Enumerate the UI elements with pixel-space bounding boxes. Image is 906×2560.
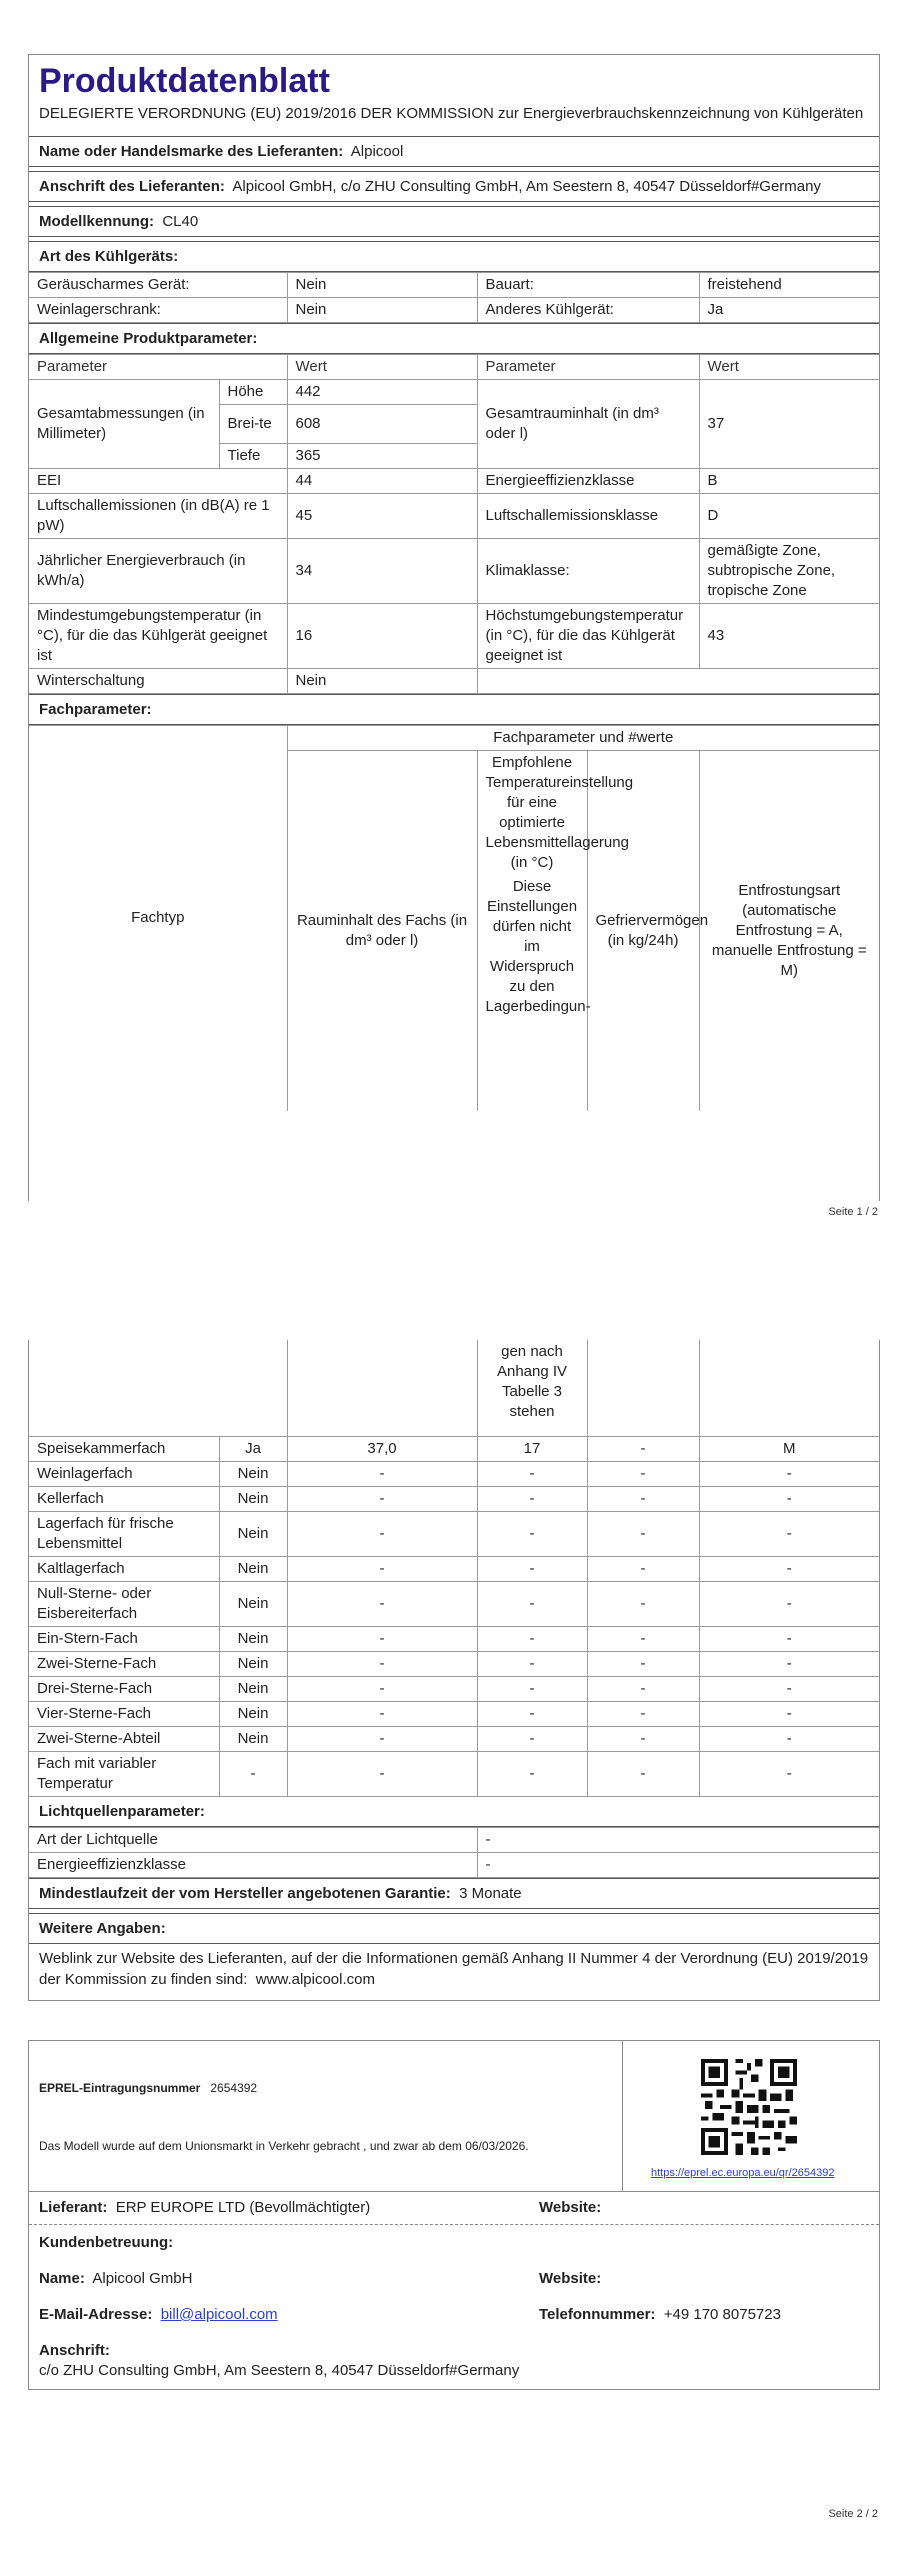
datasheet-page-2 bbox=[28, 1340, 880, 2001]
page-number-2: Seite 2 / 2 bbox=[828, 2508, 878, 2520]
min-temp-label: Mindestumgebungstemperatur (in °C), für die das Kühlgerät geeignet ist bbox=[29, 604, 287, 669]
compartment-defrost: - bbox=[699, 1701, 879, 1726]
compartment-row bbox=[29, 1511, 879, 1556]
compartment-present: Nein bbox=[219, 1676, 287, 1701]
contact-phone-label: Telefonnummer: bbox=[539, 2306, 656, 2323]
compartment-name: Ein-Stern-Fach bbox=[29, 1626, 219, 1651]
value-header-2: Wert bbox=[699, 355, 879, 380]
contact-supplier-label: Lieferant: bbox=[39, 2199, 108, 2216]
volume-value: 37 bbox=[699, 380, 879, 469]
compartment-row bbox=[29, 1726, 879, 1751]
compartment-name: Zwei-Sterne-Abteil bbox=[29, 1726, 219, 1751]
compartment-defrost: - bbox=[699, 1726, 879, 1751]
compartment-temp: - bbox=[477, 1556, 587, 1581]
compartment-freeze: - bbox=[587, 1651, 699, 1676]
compartment-name: Vier-Sterne-Fach bbox=[29, 1701, 219, 1726]
compartment-freeze: - bbox=[587, 1556, 699, 1581]
warranty-label: Mindestlaufzeit der vom Hersteller angebotenen Garantie: bbox=[39, 1884, 451, 1902]
page-title: Produktdatenblatt bbox=[39, 62, 330, 100]
light-type-label: Art der Lichtquelle bbox=[29, 1827, 477, 1852]
compartment-name: Kaltlagerfach bbox=[29, 1556, 219, 1581]
type-label: Art des Kühlgeräts: bbox=[39, 248, 179, 265]
compartment-volume: - bbox=[287, 1651, 477, 1676]
compartment-table bbox=[29, 1340, 879, 1797]
eprel-label: EPREL-Eintragungsnummer bbox=[39, 2081, 201, 2095]
compartment-volume: - bbox=[287, 1751, 477, 1796]
eprel-qr-link[interactable]: https://eprel.ec.europa.eu/qr/2654392 bbox=[651, 2167, 835, 2179]
contact-name-row bbox=[29, 2259, 879, 2295]
compartment-volume: - bbox=[287, 1626, 477, 1651]
annual-energy-label: Jährlicher Energieverbrauch (in kWh/a) bbox=[29, 539, 287, 604]
address-row bbox=[29, 171, 879, 202]
energy-class-label: Energieeffizienzklasse bbox=[477, 469, 699, 494]
header-continuation-left bbox=[29, 1340, 287, 1436]
compartment-row bbox=[29, 1701, 879, 1726]
light-label: Lichtquellenparameter: bbox=[39, 1802, 205, 1820]
compartment-freeze: - bbox=[587, 1486, 699, 1511]
compartment-temp: - bbox=[477, 1511, 587, 1556]
compartment-freeze: - bbox=[587, 1676, 699, 1701]
compartment-name: Zwei-Sterne-Fach bbox=[29, 1651, 219, 1676]
compartment-name: Fach mit variabler Temperatur bbox=[29, 1751, 219, 1796]
market-text: Das Modell wurde auf dem Unionsmarkt in Verkehr gebracht , und zwar ab dem 06/03/2026. bbox=[39, 2139, 529, 2153]
compartment-row bbox=[29, 1486, 879, 1511]
compartment-row bbox=[29, 1461, 879, 1486]
compartment-volume: - bbox=[287, 1726, 477, 1751]
light-class-label: Energieeffizienzklasse bbox=[29, 1852, 477, 1877]
compartment-present: - bbox=[219, 1751, 287, 1796]
compartment-temp: - bbox=[477, 1751, 587, 1796]
warranty-row bbox=[29, 1878, 879, 1909]
volume-label: Gesamtrauminhalt (in dm³ oder l) bbox=[477, 380, 699, 469]
compartment-present: Nein bbox=[219, 1511, 287, 1556]
compartment-name: Speisekammerfach bbox=[29, 1436, 219, 1461]
compartment-row bbox=[29, 1676, 879, 1701]
empty-cell bbox=[477, 669, 879, 694]
compartment-present: Nein bbox=[219, 1701, 287, 1726]
param-header-2: Parameter bbox=[477, 355, 699, 380]
compartment-defrost: - bbox=[699, 1486, 879, 1511]
depth-value: 365 bbox=[287, 444, 477, 469]
compartment-volume: - bbox=[287, 1486, 477, 1511]
address-value: Alpicool GmbH, c/o ZHU Consulting GmbH, Am Seestern 8, 40547 Düsseldorf#Germany bbox=[232, 178, 821, 195]
compartment-volume: - bbox=[287, 1581, 477, 1626]
type-section-heading bbox=[29, 241, 879, 272]
contact-supplier-value: ERP EUROPE LTD (Bevollmächtigter) bbox=[115, 2199, 371, 2216]
col-defrost-header: Entfrostungsart (automatische Entfrostung = A, manuelle Entfrostung = M) bbox=[699, 751, 879, 1111]
header-continuation-defrost bbox=[699, 1340, 879, 1436]
model-value: CL40 bbox=[162, 213, 199, 230]
col-temp-continuation: gen nach Anhang IV Tabelle 3 stehen bbox=[477, 1340, 587, 1436]
eprel-box bbox=[28, 2040, 880, 2390]
compartment-name: Drei-Sterne-Fach bbox=[29, 1676, 219, 1701]
compartment-present: Nein bbox=[219, 1556, 287, 1581]
contact-website2-label: Website: bbox=[539, 2270, 602, 2287]
datasheet-page-1 bbox=[28, 54, 880, 1201]
eei-label: EEI bbox=[29, 469, 287, 494]
compartment-volume: - bbox=[287, 1676, 477, 1701]
other-appliance-label: Anderes Kühlgerät: bbox=[477, 298, 699, 323]
compartment-present: Nein bbox=[219, 1651, 287, 1676]
address-label: Anschrift des Lieferanten: bbox=[39, 178, 225, 195]
contact-address-row bbox=[29, 2361, 879, 2389]
contact-address-label: Anschrift: bbox=[39, 2342, 110, 2359]
param-header: Parameter bbox=[29, 355, 287, 380]
eprel-header bbox=[29, 2041, 879, 2192]
compartment-volume: - bbox=[287, 1511, 477, 1556]
noise-value: 45 bbox=[287, 494, 477, 539]
compartment-temp: - bbox=[477, 1626, 587, 1651]
eprel-info bbox=[29, 2041, 623, 2191]
col-volume-header: Rauminhalt des Fachs (in dm³ oder l) bbox=[287, 751, 477, 1111]
compartment-volume: 37,0 bbox=[287, 1436, 477, 1461]
eprel-number: 2654392 bbox=[210, 2081, 258, 2095]
qr-code-icon[interactable] bbox=[701, 2059, 797, 2155]
model-label: Modellkennung: bbox=[39, 213, 154, 230]
compartment-freeze: - bbox=[587, 1626, 699, 1651]
compartment-defrost: - bbox=[699, 1651, 879, 1676]
noise-label: Luftschallemissionen (in dB(A) re 1 pW) bbox=[29, 494, 287, 539]
further-info bbox=[29, 1944, 879, 2000]
contact-email-label: E-Mail-Adresse: bbox=[39, 2306, 153, 2323]
further-text: Weblink zur Website des Lieferanten, auf der die Informationen gemäß Anhang II Nummer 4 der Verordnung (EU) 2019/2019 der Kommission zu finden sind: bbox=[39, 1949, 869, 1988]
compartment-name: Kellerfach bbox=[29, 1486, 219, 1511]
contact-name-label: Name: bbox=[39, 2270, 85, 2287]
compartment-defrost: - bbox=[699, 1626, 879, 1651]
height-value: 442 bbox=[287, 380, 477, 405]
compartment-row bbox=[29, 1436, 879, 1461]
qr-area bbox=[623, 2041, 879, 2191]
annual-energy-value: 34 bbox=[287, 539, 477, 604]
eei-value: 44 bbox=[287, 469, 477, 494]
compartment-temp: - bbox=[477, 1701, 587, 1726]
compartment-row bbox=[29, 1581, 879, 1626]
compartment-row bbox=[29, 1556, 879, 1581]
light-table bbox=[29, 1827, 879, 1878]
max-temp-value: 43 bbox=[699, 604, 879, 669]
light-type-value: - bbox=[477, 1827, 879, 1852]
energy-class-value: B bbox=[699, 469, 879, 494]
fachtyp-header: Fachtyp bbox=[29, 726, 287, 1111]
low-noise-value: Nein bbox=[287, 273, 477, 298]
compartment-row bbox=[29, 1751, 879, 1796]
compartment-present: Nein bbox=[219, 1726, 287, 1751]
low-noise-label: Geräuscharmes Gerät: bbox=[29, 273, 287, 298]
contact-supplier-row bbox=[29, 2192, 879, 2225]
compartment-defrost: - bbox=[699, 1581, 879, 1626]
supplier-label: Name oder Handelsmarke des Lieferanten: bbox=[39, 143, 344, 160]
appliance-type-table bbox=[29, 272, 879, 323]
compartment-freeze: - bbox=[587, 1581, 699, 1626]
wine-cabinet-label: Weinlagerschrank: bbox=[29, 298, 287, 323]
header-continuation-volume bbox=[287, 1340, 477, 1436]
compartment-freeze: - bbox=[587, 1511, 699, 1556]
noise-class-value: D bbox=[699, 494, 879, 539]
compartment-name: Lagerfach für frische Lebensmittel bbox=[29, 1511, 219, 1556]
compartment-volume: - bbox=[287, 1556, 477, 1581]
regulation-subtitle: DELEGIERTE VERORDNUNG (EU) 2019/2016 DER KOMMISSION zur Energieverbrauchskennzeichnung von Kühlgeräten bbox=[39, 105, 864, 122]
compartment-freeze: - bbox=[587, 1436, 699, 1461]
compartment-freeze: - bbox=[587, 1751, 699, 1796]
customer-service-label: Kundenbetreuung: bbox=[39, 2234, 174, 2251]
compartment-volume: - bbox=[287, 1701, 477, 1726]
col-temp-text-a: Empfohlene Temperatureinstellung für eine optimierte Lebensmittellagerung (in °C) bbox=[485, 754, 634, 871]
contact-website-label: Website: bbox=[539, 2199, 602, 2216]
compartment-name: Null-Sterne- oder Eisbereiterfach bbox=[29, 1581, 219, 1626]
fach-label: Fachparameter: bbox=[39, 701, 152, 718]
further-label: Weitere Angaben: bbox=[39, 1919, 166, 1937]
supplier-value: Alpicool bbox=[350, 143, 404, 160]
value-header: Wert bbox=[287, 355, 477, 380]
compartment-row bbox=[29, 1651, 879, 1676]
compartment-present: Ja bbox=[219, 1436, 287, 1461]
contact-address-heading bbox=[29, 2331, 879, 2361]
compartment-freeze: - bbox=[587, 1461, 699, 1486]
general-params-table bbox=[29, 354, 879, 694]
compartment-defrost: M bbox=[699, 1436, 879, 1461]
contact-address-value: c/o ZHU Consulting GmbH, Am Seestern 8, 40547 Düsseldorf#Germany bbox=[39, 2362, 520, 2379]
height-label: Höhe bbox=[219, 380, 287, 405]
supplier-website-link[interactable]: www.alpicool.com bbox=[255, 1970, 375, 1988]
depth-label: Tiefe bbox=[219, 444, 287, 469]
dimensions-label: Gesamtabmessungen (in Millimeter) bbox=[29, 380, 219, 469]
compartment-temp: - bbox=[477, 1461, 587, 1486]
width-label: Brei-te bbox=[219, 405, 287, 444]
climate-class-value: gemäßigte Zone, subtropische Zone, tropische Zone bbox=[699, 539, 879, 604]
compartment-present: Nein bbox=[219, 1626, 287, 1651]
contact-email-link[interactable]: bill@alpicool.com bbox=[160, 2306, 278, 2323]
compartment-temp: - bbox=[477, 1726, 587, 1751]
compartment-freeze: - bbox=[587, 1701, 699, 1726]
climate-class-label: Klimaklasse: bbox=[477, 539, 699, 604]
contact-phone-value: +49 170 8075723 bbox=[663, 2306, 781, 2323]
contact-email-row bbox=[29, 2295, 879, 2331]
customer-service-heading bbox=[29, 2225, 879, 2259]
fach-group-header: Fachparameter und #werte bbox=[287, 726, 879, 751]
width-value: 608 bbox=[287, 405, 477, 444]
other-appliance-value: Ja bbox=[699, 298, 879, 323]
compartment-defrost: - bbox=[699, 1751, 879, 1796]
fach-section-heading bbox=[29, 694, 879, 725]
design-label: Bauart: bbox=[477, 273, 699, 298]
col-freeze-header: Gefriervermögen (in kg/24h) bbox=[587, 751, 699, 1111]
header-continuation-freeze bbox=[587, 1340, 699, 1436]
light-class-value: - bbox=[477, 1852, 879, 1877]
noise-class-label: Luftschallemissionsklasse bbox=[477, 494, 699, 539]
general-section-heading bbox=[29, 323, 879, 354]
warranty-value: 3 Monate bbox=[459, 1884, 522, 1902]
compartment-volume: - bbox=[287, 1461, 477, 1486]
supplier-row bbox=[29, 136, 879, 167]
col-temp-text-b: Diese Einstellungen dürfen nicht im Widerspruch zu den Lagerbedingun- bbox=[485, 878, 591, 1015]
compartment-defrost: - bbox=[699, 1511, 879, 1556]
compartment-temp: - bbox=[477, 1651, 587, 1676]
compartment-temp: - bbox=[477, 1581, 587, 1626]
min-temp-value: 16 bbox=[287, 604, 477, 669]
compartment-name: Weinlagerfach bbox=[29, 1461, 219, 1486]
compartment-defrost: - bbox=[699, 1556, 879, 1581]
compartment-temp: - bbox=[477, 1486, 587, 1511]
design-value: freistehend bbox=[699, 273, 879, 298]
compartment-temp: 17 bbox=[477, 1436, 587, 1461]
page-number-1: Seite 1 / 2 bbox=[828, 1206, 878, 1218]
compartment-header-table bbox=[29, 725, 879, 1111]
wine-cabinet-value: Nein bbox=[287, 298, 477, 323]
compartment-present: Nein bbox=[219, 1461, 287, 1486]
compartment-freeze: - bbox=[587, 1726, 699, 1751]
contact-name-value: Alpicool GmbH bbox=[92, 2270, 193, 2287]
compartment-temp: - bbox=[477, 1676, 587, 1701]
compartment-present: Nein bbox=[219, 1581, 287, 1626]
col-temp-header bbox=[477, 751, 634, 1111]
model-row bbox=[29, 206, 879, 237]
further-heading bbox=[29, 1913, 879, 1944]
compartment-defrost: - bbox=[699, 1676, 879, 1701]
light-section-heading bbox=[29, 1797, 879, 1827]
general-label: Allgemeine Produktparameter: bbox=[39, 330, 258, 347]
winter-value: Nein bbox=[287, 669, 477, 694]
max-temp-label: Höchstumgebungstemperatur (in °C), für die das Kühlgerät geeignet ist bbox=[477, 604, 699, 669]
compartment-row bbox=[29, 1626, 879, 1651]
compartment-present: Nein bbox=[219, 1486, 287, 1511]
winter-label: Winterschaltung bbox=[29, 669, 287, 694]
compartment-defrost: - bbox=[699, 1461, 879, 1486]
